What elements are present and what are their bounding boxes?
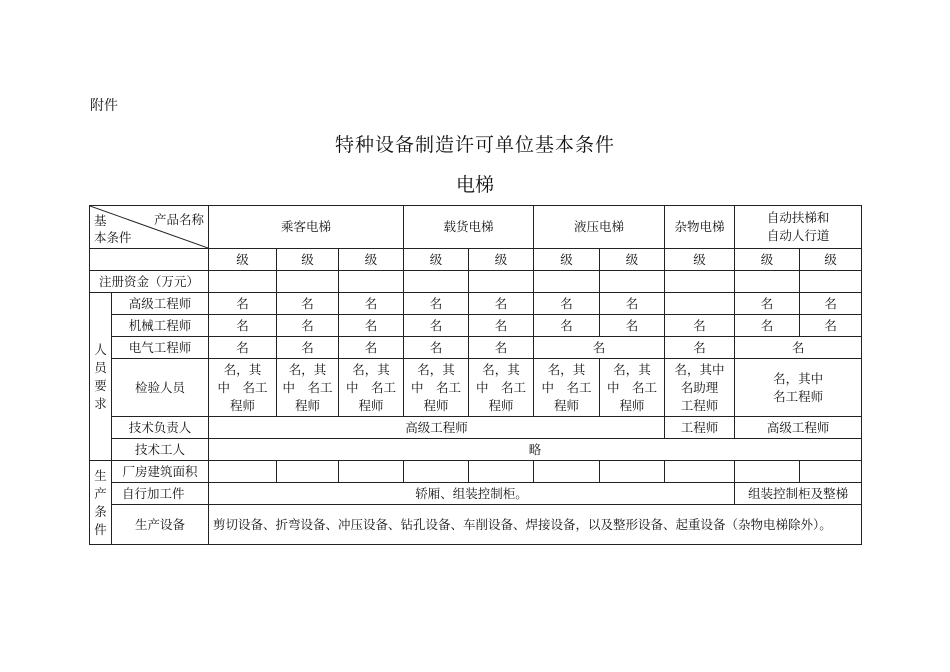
grade-cell: 级 [404,249,469,271]
count-cell: 名 [800,315,862,337]
elec-engineer-row [90,337,862,359]
inspector-cell: 名，其 中 名工 程师 [534,359,600,417]
capital-row [90,271,862,293]
personnel-group-label: 人 员 要 求 [90,293,112,461]
count-cell: 名 [469,337,534,359]
self-process-row [90,483,862,505]
document-title: 特种设备制造许可单位基本条件 [334,134,615,156]
self-process-value: 轿厢、组装控制柜。 [209,483,735,505]
product-escalator [735,206,862,249]
count-cell: 名 [277,337,339,359]
empty-cell [404,461,469,483]
inspector-cell: 名，其 中 名工 程师 [209,359,277,417]
count-cell: 名 [735,293,800,315]
product-passenger-elevator: 乘客电梯 [209,206,404,249]
empty-cell [800,271,862,293]
empty-cell [339,271,404,293]
tech-worker-value: 略 [209,439,862,461]
empty-cell [469,271,534,293]
empty-cell [209,461,277,483]
inspector-cell: 名，其 中 名工 程师 [277,359,339,417]
empty-cell [665,293,735,315]
count-cell: 名 [735,337,862,359]
tech-lead-value: 高级工程师 [209,417,665,439]
inspector-cell: 名，其 中 名工 程师 [404,359,469,417]
document-subtitle: 电梯 [455,174,494,196]
tech-worker-row [90,439,862,461]
production-group-label: 生 产 条 件 [90,461,112,545]
grade-cell: 级 [277,249,339,271]
grade-cell: 级 [339,249,404,271]
empty-cell [735,461,800,483]
count-cell: 名 [534,315,600,337]
count-cell: 名 [534,337,665,359]
empty-cell [277,271,339,293]
attachment-label: 附件 [90,98,118,114]
count-cell: 名 [665,337,735,359]
inspector-cell-dumbwaiter: 名，其中 名助理 工程师 [665,359,735,417]
count-cell: 名 [339,315,404,337]
basic-label-line1: 基 [94,213,107,228]
count-cell: 名 [534,293,600,315]
grade-cell: 级 [209,249,277,271]
grade-cell: 级 [735,249,800,271]
empty-cell [209,271,277,293]
self-process-label: 自行加工件 [112,483,209,505]
grade-cell: 级 [665,249,735,271]
count-cell: 名 [209,293,277,315]
equipment-label: 生产设备 [112,505,209,545]
count-cell: 名 [469,315,534,337]
count-cell: 名 [404,337,469,359]
plant-area-row [90,461,862,483]
empty-cell [665,461,735,483]
product-dumbwaiter: 杂物电梯 [665,206,735,249]
count-cell: 名 [277,293,339,315]
mech-engineer-label: 机械工程师 [112,315,209,337]
empty-cell [665,271,735,293]
tech-lead-label: 技术负责人 [112,417,209,439]
empty-cell [600,461,665,483]
empty-cell [534,271,600,293]
grade-cell: 级 [800,249,862,271]
grade-row-label [90,249,209,271]
equipment-value: 剪切设备、折弯设备、冲压设备、钻孔设备、车削设备、焊接设备，以及整形设备、起重设备（杂物电梯除外）。 [209,505,862,545]
tech-worker-label: 技术工人 [112,439,209,461]
senior-engineer-label: 高级工程师 [112,293,209,315]
corner-header-cell [90,206,209,249]
count-cell: 名 [339,337,404,359]
empty-cell [339,461,404,483]
grade-row [90,249,862,271]
table-row [90,206,862,249]
product-freight-elevator: 载货电梯 [404,206,534,249]
empty-cell [600,271,665,293]
escalator-line2: 自动人行道 [766,228,830,243]
grade-cell: 级 [600,249,665,271]
grade-cell: 级 [534,249,600,271]
requirements-table [89,205,862,545]
empty-cell [800,461,862,483]
count-cell: 名 [209,337,277,359]
tech-lead-row [90,417,862,439]
empty-cell [534,461,600,483]
count-cell: 名 [665,315,735,337]
self-process-escalator: 组装控制柜及整梯 [735,483,862,505]
empty-cell [469,461,534,483]
basic-conditions-label [94,212,132,246]
product-name-label: 产品名称 [153,212,204,227]
elec-engineer-label: 电气工程师 [112,337,209,359]
capital-label: 注册资金（万元） [90,271,209,293]
tech-lead-dumbwaiter: 工程师 [665,417,735,439]
count-cell: 名 [600,293,665,315]
inspector-cell: 名，其 中 名工 程师 [600,359,665,417]
inspector-cell-escalator: 名，其中 名工程师 [735,359,862,417]
equipment-row [90,505,862,545]
escalator-line1: 自动扶梯和 [766,210,830,225]
empty-cell [735,271,800,293]
count-cell: 名 [404,293,469,315]
inspector-cell: 名，其 中 名工 程师 [469,359,534,417]
count-cell: 名 [800,293,862,315]
product-hydraulic-elevator: 液压电梯 [534,206,665,249]
basic-label-line2: 本条件 [94,230,132,245]
mech-engineer-row [90,315,862,337]
count-cell: 名 [404,315,469,337]
plant-area-label: 厂房建筑面积 [112,461,209,483]
grade-cell: 级 [469,249,534,271]
empty-cell [404,271,469,293]
senior-engineer-row [90,293,862,315]
empty-cell [277,461,339,483]
inspector-row [90,359,862,417]
count-cell: 名 [339,293,404,315]
inspector-label: 检验人员 [112,359,209,417]
count-cell: 名 [209,315,277,337]
tech-lead-escalator: 高级工程师 [735,417,862,439]
count-cell: 名 [735,315,800,337]
count-cell: 名 [600,315,665,337]
count-cell: 名 [277,315,339,337]
count-cell: 名 [469,293,534,315]
inspector-cell: 名，其 中 名工 程师 [339,359,404,417]
